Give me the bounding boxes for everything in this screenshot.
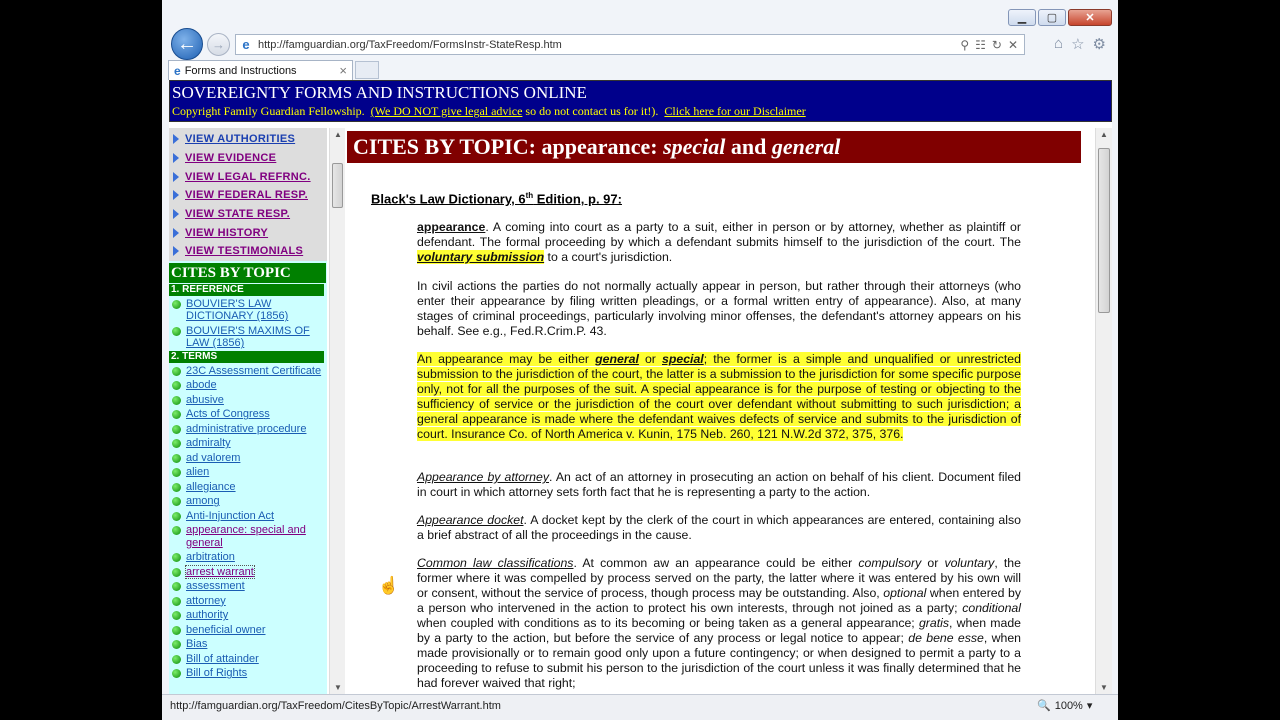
triangle-bullet-icon [173, 209, 179, 219]
green-bullet-icon [172, 454, 181, 463]
content-frame [347, 128, 1095, 694]
list-item [169, 423, 327, 436]
back-button[interactable] [171, 28, 203, 60]
term-link[interactable]: administrative procedure [186, 422, 307, 435]
ie-page-icon: e [174, 63, 181, 78]
nav-item-state-resp[interactable] [173, 205, 327, 224]
search-icon[interactable]: ⚲ [960, 37, 970, 52]
legal-advice-link[interactable]: (We DO NOT give legal advice [370, 104, 523, 118]
list-item [169, 638, 327, 651]
green-bullet-icon [172, 553, 181, 562]
nav-link[interactable]: VIEW LEGAL REFRNC. [185, 170, 311, 183]
nav-item-testimonials[interactable] [173, 242, 327, 261]
term-common-law: Common law classifications [417, 556, 574, 570]
triangle-bullet-icon [173, 246, 179, 256]
triangle-bullet-icon [173, 134, 179, 144]
list-item [169, 452, 327, 465]
scroll-thumb[interactable] [1098, 148, 1110, 313]
term-link[interactable]: allegiance [186, 480, 236, 493]
title-general: general [771, 134, 841, 159]
p1-text-b: to a court's jurisdiction. [544, 250, 673, 264]
green-bullet-icon [172, 626, 181, 635]
nav-item-history[interactable] [173, 223, 327, 242]
status-bar [162, 694, 1118, 720]
green-bullet-icon [172, 410, 181, 419]
nav-link[interactable]: VIEW FEDERAL RESP. [185, 189, 308, 202]
term-link[interactable]: Acts of Congress [186, 408, 270, 421]
cites-by-topic-title: CITES BY TOPIC [169, 263, 326, 283]
zoom-control[interactable] [1037, 699, 1092, 712]
address-bar[interactable] [235, 34, 1025, 55]
list-item [169, 466, 327, 479]
highlighted-paragraph [417, 352, 1021, 442]
tab-forms-and-instructions[interactable] [168, 60, 353, 80]
view-nav [169, 128, 327, 261]
green-bullet-icon [172, 468, 181, 477]
nav-link[interactable]: VIEW TESTIMONIALS [185, 245, 304, 258]
arrow-left-icon: ← [177, 32, 197, 55]
triangle-bullet-icon [173, 190, 179, 200]
ie-page-icon: e [242, 36, 250, 52]
green-bullet-icon [172, 327, 181, 336]
green-bullet-icon [172, 611, 181, 620]
triangle-bullet-icon [173, 228, 179, 238]
voluntary-submission-highlight: voluntary submission [417, 250, 545, 264]
close-button[interactable]: ✕ [1068, 9, 1112, 26]
section-terms: 2. TERMS [169, 351, 324, 363]
forward-button[interactable] [207, 33, 230, 56]
list-item [169, 580, 327, 593]
triangle-bullet-icon [173, 172, 179, 182]
term-special: special [662, 352, 704, 366]
term-link[interactable]: Bill of Rights [186, 667, 248, 680]
site-banner [169, 80, 1112, 122]
hand-cursor-icon: ☝ [378, 576, 400, 595]
zoom-icon: 🔍 [1037, 700, 1051, 712]
p6-c: when entered by a person who intervened in the action to protect his own interests, through not joined as a party; [417, 586, 1021, 615]
green-bullet-icon [172, 439, 181, 448]
term-link[interactable]: admiralty [186, 437, 231, 450]
address-url[interactable]: http://famguardian.org/TaxFreedom/FormsInstr-StateResp.htm [258, 38, 562, 51]
list-item [169, 551, 327, 564]
scroll-up-icon[interactable]: ▲ [334, 130, 342, 139]
nav-link[interactable]: VIEW STATE RESP. [185, 208, 291, 221]
content-scrollbar[interactable] [1095, 128, 1112, 694]
site-title: SOVEREIGNTY FORMS AND INSTRUCTIONS ONLINE [172, 83, 587, 102]
definition-paragraph [417, 220, 1021, 265]
tab-label: Forms and Instructions [184, 64, 297, 77]
term-link[interactable]: beneficial owner [186, 623, 266, 636]
section-reference: 1. REFERENCE [169, 284, 324, 296]
nav-link[interactable]: VIEW AUTHORITIES [185, 133, 296, 146]
title-special: special [663, 134, 726, 159]
paragraph-by-attorney [417, 470, 1021, 500]
list-item [169, 437, 327, 450]
nav-item-authorities[interactable] [173, 130, 327, 149]
green-bullet-icon [172, 640, 181, 649]
arrow-right-icon: → [212, 37, 225, 52]
p6-conditional: conditional [962, 601, 1021, 615]
advice-rest-text: so do not contact us for it!). [522, 104, 659, 118]
nav-item-legal-refrnc[interactable] [173, 167, 327, 186]
list-item [169, 495, 327, 508]
browser-window [162, 0, 1118, 720]
tab-bar [168, 60, 379, 80]
green-bullet-icon [172, 526, 181, 535]
term-general: general [595, 352, 639, 366]
p3-text-b: ; the former is a simple and unqualified or unrestricted submission to the jurisdiction of the court, the latter is a submission to the jurisdiction for some specific purpose only, not for all the purposes of the suit. A special appearance is for the purpose of testing or objecting to the sufficiency of service or the jurisdiction of the court over defendant without submitting to such jurisdiction; a general appearance is made where the defendant waives defects of service and submits to the jurisdiction of court. Insurance Co. of North America v. Kunin, 175 Neb. 260, 121 N.W.2d 372, 375, 376. [417, 352, 1021, 441]
source-sup: th [525, 191, 534, 200]
scroll-down-icon[interactable]: ▼ [334, 683, 342, 692]
browser-toolbar-icons [1054, 35, 1106, 53]
gear-icon[interactable]: ⚙ [1092, 36, 1106, 53]
term-link[interactable]: assessment [186, 580, 245, 593]
term-link[interactable]: abode [186, 379, 217, 392]
p6-optional: optional [883, 586, 927, 600]
scroll-up-icon[interactable]: ▲ [1100, 130, 1108, 139]
source-text: Black's Law Dictionary, 6 [371, 191, 526, 207]
list-item [169, 394, 327, 407]
p6-f: , when made provisionally or to remain good only upon a future contingency; or when designed to permit a party to a proceeding to refuse to submit his person to the jurisdiction of the court unless it was finally determined that he had forever waived that right; [417, 631, 1022, 690]
term-link[interactable]: Bill of attainder [186, 652, 259, 665]
green-bullet-icon [172, 655, 181, 664]
list-item [169, 325, 327, 350]
stop-icon[interactable]: ✕ [1007, 37, 1018, 52]
paragraph-docket [417, 513, 1021, 543]
list-item [169, 595, 327, 608]
term-link[interactable]: abusive [186, 393, 224, 406]
p6-e: , when made by a party to the action, but before the service of any process or legal notice to appear; [417, 616, 1021, 645]
left-frame [169, 128, 327, 694]
term-appearance-docket: Appearance docket [417, 513, 524, 527]
green-bullet-icon [172, 367, 181, 376]
p6-b: , the former where it was compelled by process served on the party, the latter where it was entered by his own will or consent, without the service of process, though process may be outstanding. Also, [417, 556, 1021, 600]
zoom-level: 100% [1054, 699, 1083, 712]
green-bullet-icon [172, 512, 181, 521]
source-heading [371, 191, 622, 206]
title-and: and [725, 134, 772, 159]
refresh-icon[interactable]: ↻ [991, 37, 1002, 52]
green-bullet-icon [172, 582, 181, 591]
p3-or: or [638, 352, 662, 366]
p4-text: . An act of an attorney in prosecuting an action on behalf of his client. Document filed in court in which attorney sets forth fact that he is representing a party to the action. [417, 470, 1021, 499]
compat-view-icon[interactable]: ☷ [975, 37, 986, 52]
scroll-down-icon[interactable]: ▼ [1100, 683, 1108, 692]
list-item [169, 609, 327, 622]
list-item [169, 524, 327, 549]
list-item [169, 481, 327, 494]
copyright-text: Copyright Family Guardian Fellowship. [172, 104, 365, 118]
list-item [169, 653, 327, 666]
green-bullet-icon [172, 300, 181, 309]
green-bullet-icon [172, 597, 181, 606]
maximize-button[interactable]: ▢ [1038, 9, 1066, 26]
page-viewport [169, 80, 1112, 694]
term-link[interactable]: Bias [186, 638, 208, 651]
term-link[interactable]: attorney [186, 594, 226, 607]
paragraph-civil-actions: In civil actions the parties do not normally actually appear in person, but rather through their attorneys (who enter their appearance by filing written pleadings, or a formal written entry of appearance). Also, at many stages of criminal proceedings, particularly involving minor offenses, the defendant's attorney appears on his behalf. See e.g., Fed.R.Crim.P. 43. [417, 279, 1021, 338]
p5-text: . A docket kept by the clerk of the court in which appearances are entered, containing also a brief abstract of all the proceedings in the cause. [417, 513, 1021, 542]
new-tab-button[interactable] [355, 61, 379, 79]
triangle-bullet-icon [173, 153, 179, 163]
term-appearance: appearance [417, 220, 486, 234]
green-bullet-icon [172, 669, 181, 678]
green-bullet-icon [172, 396, 181, 405]
list-item [169, 298, 327, 323]
term-link[interactable]: alien [186, 466, 210, 479]
list-item [169, 510, 327, 523]
disclaimer-link[interactable]: Click here for our Disclaimer [664, 104, 806, 118]
p1-text: . A coming into court as a party to a suit, either in person or by attorney, whether as plaintiff or defendant. The formal proceeding by which a defendant submits himself to the jurisdiction of the court. The [417, 220, 1021, 249]
home-icon[interactable]: ⌂ [1054, 35, 1064, 52]
term-link[interactable]: 23C Assessment Certificate [186, 364, 322, 377]
ref-link[interactable]: BOUVIER'S MAXIMS OF LAW (1856) [186, 324, 310, 350]
p6-a: . At common aw an appearance could be either [573, 556, 859, 570]
nav-item-federal-resp[interactable] [173, 186, 327, 205]
p6-voluntary: voluntary [944, 556, 995, 570]
green-bullet-icon [172, 381, 181, 390]
list-item [169, 365, 327, 378]
list-item [169, 408, 327, 421]
term-link[interactable]: ad valorem [186, 451, 241, 464]
left-scrollbar[interactable] [329, 128, 345, 694]
p6-gratis: gratis [918, 616, 950, 630]
nav-item-evidence[interactable] [173, 149, 327, 168]
nav-link[interactable]: VIEW HISTORY [185, 226, 269, 239]
favorites-star-icon[interactable]: ☆ [1071, 36, 1085, 53]
p6-debene: de bene esse [908, 631, 984, 645]
term-appearance-by-attorney: Appearance by attorney [417, 470, 549, 484]
term-link[interactable]: authority [186, 609, 229, 622]
list-item [169, 624, 327, 637]
list-item [169, 379, 327, 392]
term-link-current[interactable]: appearance: special and general [186, 524, 306, 549]
ref-link[interactable]: BOUVIER'S LAW DICTIONARY (1856) [186, 297, 289, 323]
term-link-hovered[interactable]: arrest warrant [186, 565, 254, 578]
window-controls [1008, 9, 1112, 26]
status-url: http://famguardian.org/TaxFreedom/CitesByTopic/ArrestWarrant.htm [170, 700, 501, 712]
copyright-line [172, 104, 1111, 119]
p6-d: when coupled with conditions as to its becoming or being taken as a general appearance; [417, 616, 919, 630]
list-item [169, 566, 327, 579]
p6-compulsory: compulsory [858, 556, 922, 570]
nav-link[interactable]: VIEW EVIDENCE [185, 152, 277, 165]
scroll-thumb[interactable] [332, 163, 343, 208]
green-bullet-icon [172, 425, 181, 434]
p3-text: An appearance may be either [417, 352, 596, 366]
chevron-down-icon[interactable]: ▾ [1086, 700, 1093, 712]
source-text-b: Edition, p. 97: [533, 191, 622, 207]
minimize-button[interactable]: ▁ [1008, 9, 1036, 26]
title-prefix: CITES BY TOPIC: appearance: [353, 134, 664, 159]
term-link[interactable]: arbitration [186, 551, 235, 564]
paragraph-common-law [417, 556, 1021, 691]
green-bullet-icon [172, 497, 181, 506]
p6-or: or [921, 556, 945, 570]
term-link[interactable]: among [186, 495, 220, 508]
term-link[interactable]: Anti-Injunction Act [186, 509, 275, 522]
page-title [347, 131, 1081, 163]
green-bullet-icon [172, 483, 181, 492]
close-tab-icon[interactable]: × [339, 63, 347, 78]
list-item [169, 667, 327, 680]
green-bullet-icon [172, 568, 181, 577]
